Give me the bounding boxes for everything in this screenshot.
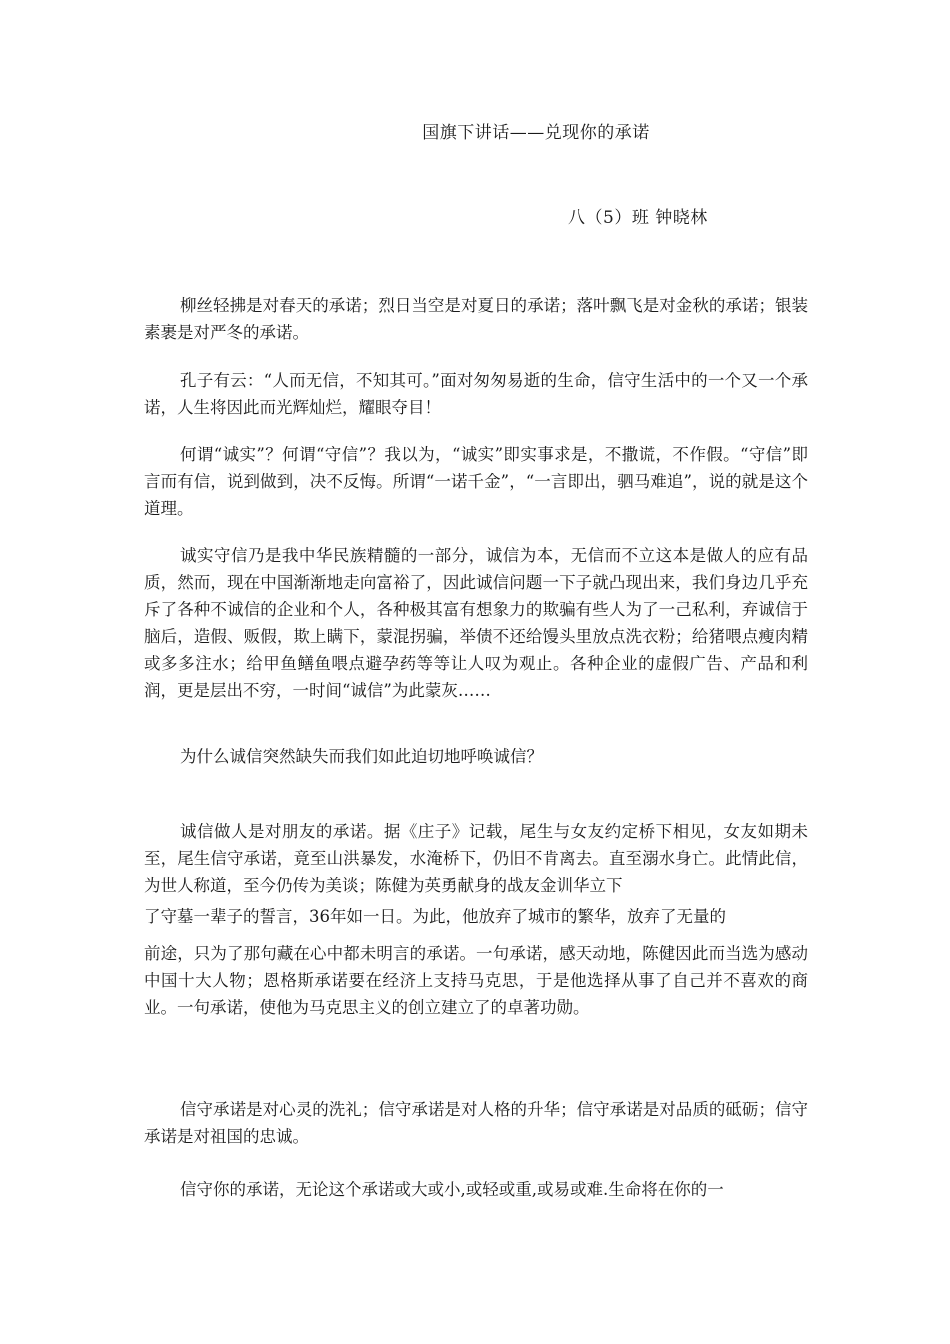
paragraph-5: 为什么诚信突然缺失而我们如此迫切地呼唤诚信？ <box>180 747 543 766</box>
paragraph-7: 信守承诺是对心灵的洗礼；信守承诺是对人格的升华；信守承诺是对品质的砥砺；信守承诺是对祖国的忠诚。 <box>144 1100 808 1146</box>
paragraph-4: 诚实守信乃是我中华民族精髓的一部分，诚信为本，无信而不立这本是做人的应有品质，然而，现在中国渐渐地走向富裕了，因此诚信问题一下子就凸现出来，我们身边几乎充斥了各种不诚信的企业和个人，各种极其富有想象力的欺骗有些人为了一己私利，弃诚信于脑后，造假、贩假，欺上瞒下，蒙混拐骗，举债不还给馒头里放点洗衣粉；给猪喂点瘦肉精或多多注水；给甲鱼鳝鱼喂点避孕药等等让人叹为观止。各种企业的虚假广告、产品和利润，更是层出不穷，一时间“诚信”为此蒙灰…… <box>144 546 808 700</box>
paragraph-6-continued: 前途，只为了那句藏在心中都未明言的承诺。一句承诺，感天动地，陈健因此而当选为感动中国十大人物；恩格斯承诺要在经济上支持马克思，于是他选择从事了自己并不喜欢的商业。一句承诺，使他为马克思主义的创立建立了的卓著功勋。 <box>144 944 808 1017</box>
paragraph-6-line: 了守墓一辈子的誓言，36年如一日。为此，他放弃了城市的繁华，放弃了无量的 <box>144 907 726 926</box>
paragraph-8: 信守你的承诺，无论这个承诺或大或小,或轻或重,或易或难.生命将在你的一 <box>180 1180 724 1199</box>
paragraph-2: 孔子有云：“人而无信，不知其可。”面对匆匆易逝的生命，信守生活中的一个又一个承诺，人生将因此而光辉灿烂，耀眼夺目！ <box>144 371 808 417</box>
paragraph-1: 柳丝轻拂是对春天的承诺；烈日当空是对夏日的承诺；落叶飘飞是对金秋的承诺；银装素裹是对严冬的承诺。 <box>144 296 808 342</box>
document-author: 八（5）班 钟晓林 <box>568 208 708 228</box>
paragraph-3: 何谓“诚实”？何谓“守信”？我以为，“诚实”即实事求是，不撒谎，不作假。“守信”即言而有信，说到做到，决不反悔。所谓“一诺千金”，“一言即出，驷马难追”，说的就是这个道理。 <box>144 445 808 518</box>
document-title: 国旗下讲话——兑现你的承诺 <box>422 123 650 143</box>
paragraph-6: 诚信做人是对朋友的承诺。据《庄子》记载，尾生与女友约定桥下相见，女友如期未至，尾生信守承诺，竟至山洪暴发，水淹桥下，仍旧不肯离去。直至溺水身亡。此情此信，为世人称道，至今仍传为美谈；陈健为英勇献身的战友金训华立下 <box>144 822 808 895</box>
